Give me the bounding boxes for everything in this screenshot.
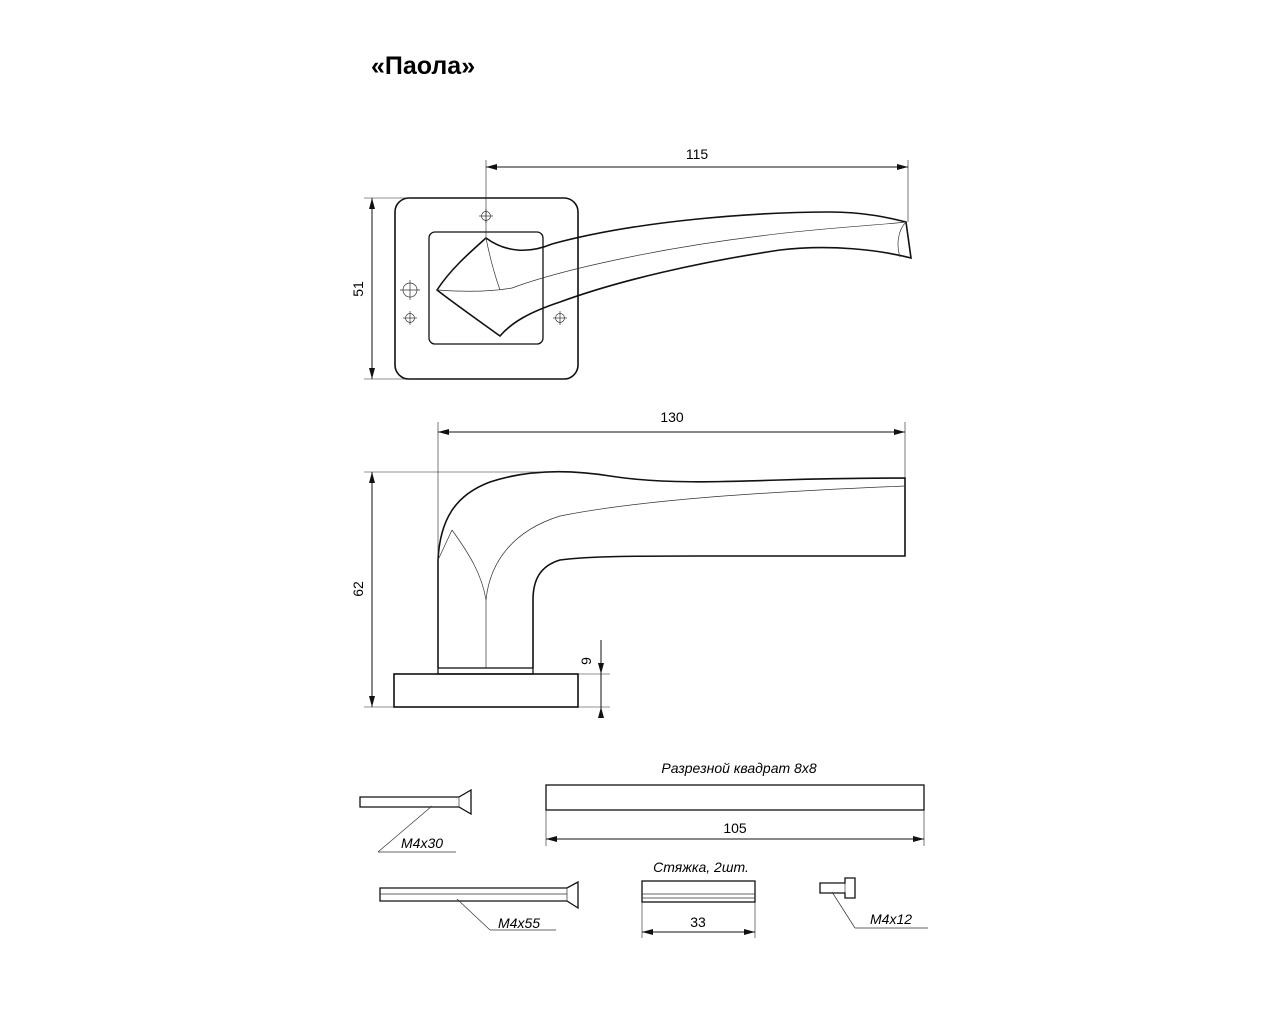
rod-label: Стяжка, 2шт.	[653, 859, 749, 875]
rosette-outer	[395, 198, 578, 379]
rod-body	[642, 881, 755, 902]
lever-side-outline	[438, 472, 905, 668]
rosette-inner	[429, 232, 543, 344]
dim-130	[438, 409, 905, 668]
spindle-body	[546, 785, 924, 810]
spindle-label: Разрезной квадрат 8x8	[661, 760, 817, 776]
drawing-title: «Паола»	[371, 52, 476, 80]
dim-62-label: 62	[350, 581, 366, 597]
front-view	[395, 198, 911, 379]
spindle-square	[546, 760, 924, 846]
side-view	[394, 472, 905, 707]
dim-51-label: 51	[350, 281, 366, 297]
dim-115	[486, 146, 908, 238]
connecting-rod	[642, 859, 755, 938]
screw-m4x30	[360, 790, 471, 852]
screw-holes	[400, 209, 567, 325]
screw-m4x12	[820, 878, 928, 928]
lever-front-outline	[437, 212, 911, 336]
rosette-side	[394, 674, 578, 707]
dim-51	[350, 198, 410, 379]
screw-m4x12-label: М4х12	[870, 911, 913, 927]
dim-130-label: 130	[660, 409, 684, 425]
dim-115-label: 115	[685, 146, 709, 162]
screw-m4x30-label: М4х30	[401, 835, 444, 851]
dim-33-label: 33	[690, 914, 706, 930]
dim-105-label: 105	[723, 820, 747, 836]
dim-9	[578, 640, 610, 718]
dim-9-label: 9	[578, 657, 594, 665]
screw-m4x55-label: М4х55	[498, 915, 541, 931]
neck-collar	[438, 668, 533, 674]
screw-m4x55	[380, 882, 578, 931]
